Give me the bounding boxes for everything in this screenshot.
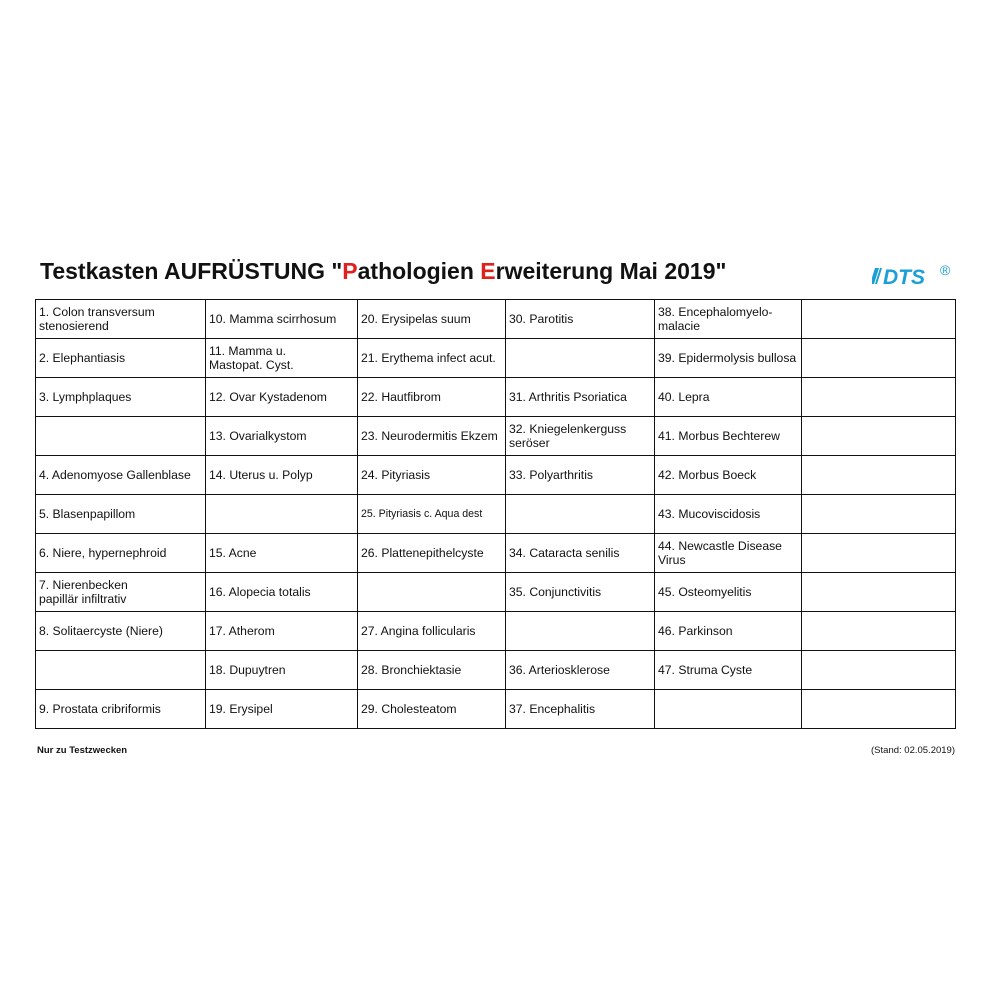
table-cell (802, 651, 956, 690)
table-cell: 27. Angina follicularis (358, 612, 506, 651)
table-cell: 7. Nierenbecken papillär infiltrativ (36, 573, 206, 612)
table-cell: 38. Encephalomyelo- malacie (655, 300, 802, 339)
table-cell (358, 573, 506, 612)
table-cell (506, 612, 655, 651)
table-row (36, 456, 956, 495)
table-cell (802, 300, 956, 339)
table-cell (802, 612, 956, 651)
pathology-test-box-table (35, 299, 956, 729)
table-cell: 15. Acne (206, 534, 358, 573)
table-cell: 20. Erysipelas suum (358, 300, 506, 339)
table-cell (506, 339, 655, 378)
table-cell: 34. Cataracta senilis (506, 534, 655, 573)
table-cell: 39. Epidermolysis bullosa (655, 339, 802, 378)
table-row (36, 339, 956, 378)
table-cell: 2. Elephantiasis (36, 339, 206, 378)
table-cell: 25. Pityriasis c. Aqua dest (358, 495, 506, 534)
table-cell: 3. Lymphplaques (36, 378, 206, 417)
table-cell (802, 417, 956, 456)
table-row (36, 300, 956, 339)
table-cell (506, 495, 655, 534)
document-title (40, 258, 726, 285)
title-part-2: athologien (357, 258, 481, 284)
footer-note: Nur zu Testzwecken (37, 745, 128, 756)
table-cell (802, 339, 956, 378)
table-cell: 8. Solitaercyste (Niere) (36, 612, 206, 651)
table-cell: 11. Mamma u. Mastopat. Cyst. (206, 339, 358, 378)
table-cell: 16. Alopecia totalis (206, 573, 358, 612)
table-cell (206, 495, 358, 534)
table-cell: 14. Uterus u. Polyp (206, 456, 358, 495)
table-cell: 19. Erysipel (206, 690, 358, 729)
table-cell: 10. Mamma scirrhosum (206, 300, 358, 339)
table-cell: 26. Plattenepithelcyste (358, 534, 506, 573)
table-cell (802, 534, 956, 573)
table-row (36, 612, 956, 651)
table-cell: 21. Erythema infect acut. (358, 339, 506, 378)
table-cell: 36. Arteriosklerose (506, 651, 655, 690)
dts-logo-icon (872, 262, 956, 288)
table-row (36, 378, 956, 417)
table-cell: 4. Adenomyose Gallenblase (36, 456, 206, 495)
table-cell: 17. Atherom (206, 612, 358, 651)
table-cell: 23. Neurodermitis Ekzem (358, 417, 506, 456)
table-body (36, 300, 956, 729)
table-row (36, 495, 956, 534)
title-part-1: Testkasten AUFRÜSTUNG " (40, 258, 343, 284)
table-cell: 13. Ovarialkystom (206, 417, 358, 456)
table-row (36, 534, 956, 573)
table-cell: 5. Blasenpapillom (36, 495, 206, 534)
table-cell (802, 378, 956, 417)
title-part-3: rweiterung Mai 2019" (495, 258, 727, 284)
table-cell: 42. Morbus Boeck (655, 456, 802, 495)
table-cell: 12. Ovar Kystadenom (206, 378, 358, 417)
table-cell (36, 417, 206, 456)
table-cell: 41. Morbus Bechterew (655, 417, 802, 456)
table-row (36, 573, 956, 612)
table-cell: 9. Prostata cribriformis (36, 690, 206, 729)
table-row (36, 690, 956, 729)
table-row (36, 417, 956, 456)
table-cell: 24. Pityriasis (358, 456, 506, 495)
logo-text: DTS (883, 266, 925, 288)
table-cell: 31. Arthritis Psoriatica (506, 378, 655, 417)
table-cell: 18. Dupuytren (206, 651, 358, 690)
table-cell: 47. Struma Cyste (655, 651, 802, 690)
table-cell: 32. Kniegelenkerguss seröser (506, 417, 655, 456)
table-cell (36, 651, 206, 690)
table-cell (802, 495, 956, 534)
table-cell: 33. Polyarthritis (506, 456, 655, 495)
title-initial-e: E (480, 258, 496, 284)
table-cell (802, 456, 956, 495)
logo-registered-mark: ® (940, 262, 951, 278)
table-cell: 46. Parkinson (655, 612, 802, 651)
table-cell: 35. Conjunctivitis (506, 573, 655, 612)
table-cell: 45. Osteomyelitis (655, 573, 802, 612)
title-initial-p: P (342, 258, 358, 284)
table-cell (802, 573, 956, 612)
table-cell: 40. Lepra (655, 378, 802, 417)
footer-date: (Stand: 02.05.2019) (871, 745, 955, 756)
table-cell (802, 690, 956, 729)
table-cell: 22. Hautfibrom (358, 378, 506, 417)
table-cell: 28. Bronchiektasie (358, 651, 506, 690)
table-cell: 1. Colon transversum stenosierend (36, 300, 206, 339)
table-row (36, 651, 956, 690)
table-cell (655, 690, 802, 729)
table-cell: 37. Encephalitis (506, 690, 655, 729)
table-cell: 6. Niere, hypernephroid (36, 534, 206, 573)
table-cell: 30. Parotitis (506, 300, 655, 339)
table-cell: 29. Cholesteatom (358, 690, 506, 729)
table-cell: 43. Mucoviscidosis (655, 495, 802, 534)
table-cell: 44. Newcastle Disease Virus (655, 534, 802, 573)
logo-speed-lines (872, 268, 882, 284)
